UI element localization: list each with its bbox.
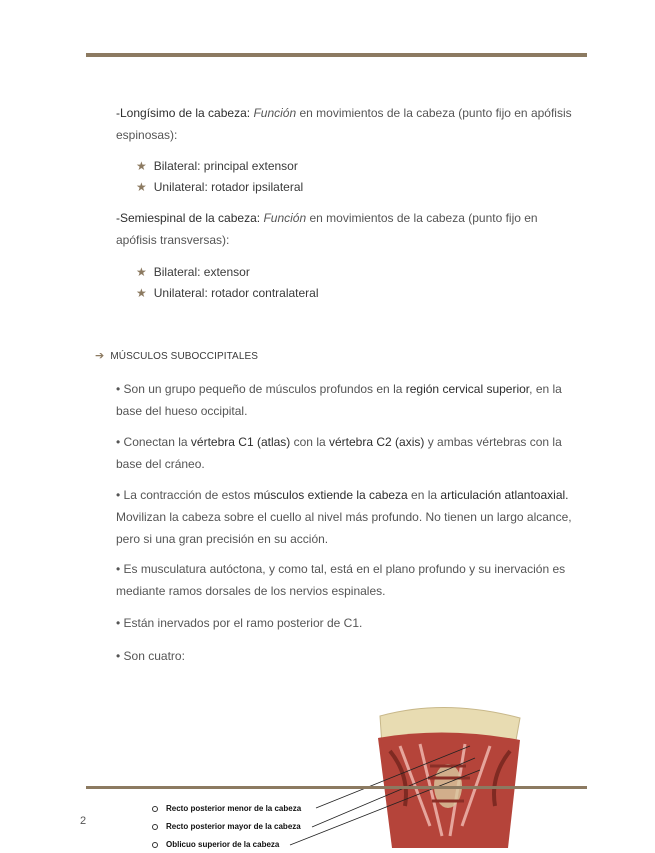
text: • Son un grupo pequeño de músculos profundos en la	[116, 382, 406, 396]
circle-icon	[152, 824, 158, 830]
suboccipital-paragraph-5: • Están inervados por el ramo posterior de C1.	[116, 616, 363, 630]
star-icon: ★	[136, 265, 147, 279]
circle-icon	[152, 842, 158, 848]
emphasis: región cervical superior	[405, 382, 530, 396]
circle-icon	[152, 806, 158, 812]
longisimo-text: en movimientos de la cabeza (punto fijo en apófisis espinosas):	[116, 106, 572, 142]
label-text: Recto posterior menor de la cabeza	[166, 804, 302, 813]
figure-label-2	[152, 822, 301, 831]
page-number: 2	[80, 815, 87, 827]
figure-label-1	[152, 804, 301, 813]
text: • Conectan la	[116, 435, 191, 449]
label-text: Recto posterior mayor de la cabeza	[166, 822, 301, 831]
semiespinal-function-word: Función	[263, 211, 307, 225]
bottom-rule	[86, 786, 587, 789]
semiespinal-text: en movimientos de la cabeza (punto fijo en apófisis transversas):	[116, 211, 538, 247]
star-icon: ★	[136, 286, 147, 300]
arrow-right-icon: ➔	[95, 350, 105, 362]
text: y ambas vértebras con la base del cráneo.	[116, 435, 562, 471]
longisimo-function-word: Función	[253, 106, 297, 120]
star-icon: ★	[136, 180, 147, 194]
emphasis: articulación atlantoaxial.	[440, 488, 569, 502]
text: Movilizan la cabeza sobre el cuello al nivel más profundo. No tienen un largo alcance, pero si una gran precisión en su acción.	[116, 510, 572, 546]
star-icon: ★	[136, 159, 147, 173]
text: en la	[407, 488, 441, 502]
emphasis: vértebra C1 (atlas)	[190, 435, 291, 449]
suboccipital-paragraph-4: • Es musculatura autóctona, y como tal, está en el plano profundo y su inervación es mediante ramos dorsales de los nervios espinales.	[116, 562, 566, 598]
bullet-text: Unilateral: rotador ipsilateral	[153, 180, 304, 194]
semiespinal-label: -Semiespinal de la cabeza:	[116, 211, 261, 225]
emphasis: músculos extiende la cabeza	[253, 488, 408, 502]
text: con la	[290, 435, 329, 449]
bullet-text: Bilateral: principal extensor	[153, 159, 298, 173]
label-text: Oblicuo superior de la cabeza	[166, 840, 280, 849]
bullet-text: Unilateral: rotador contralateral	[153, 286, 319, 300]
text: , en la base del hueso occipital.	[116, 382, 562, 418]
section-title: MÚSCULOS SUBOCCIPITALES	[110, 351, 259, 362]
text: • La contracción de estos	[116, 488, 254, 502]
bullet-text: Bilateral: extensor	[153, 265, 250, 279]
emphasis: vértebra C2 (axis)	[329, 435, 425, 449]
longisimo-label: -Longísimo de la cabeza:	[116, 106, 251, 120]
suboccipital-paragraph-6: • Son cuatro:	[116, 649, 185, 663]
